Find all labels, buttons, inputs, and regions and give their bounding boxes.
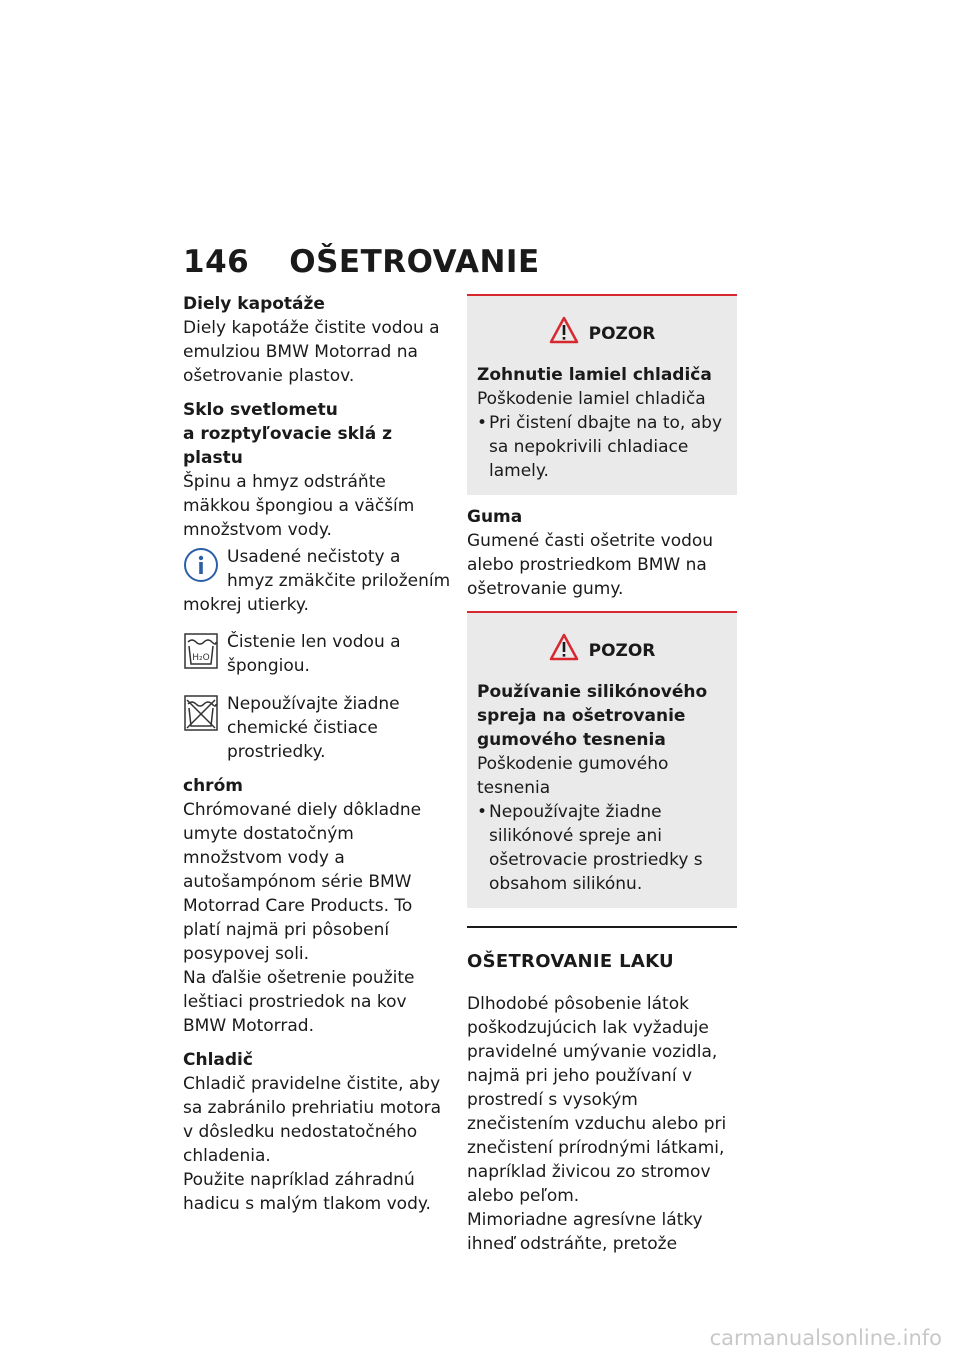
warning-label: POZOR — [588, 323, 656, 344]
warning-box-radiator — [467, 294, 737, 495]
info-bulb-icon — [183, 547, 219, 590]
warning-title: Používanie silikónového spreja na ošetrovanie gumového tesnenia — [477, 682, 708, 750]
right-column — [467, 294, 737, 1256]
fairing-heading: Diely kapotáže — [183, 294, 325, 314]
warning-subtitle: Poškodenie gumového tesnenia — [477, 754, 669, 798]
tip-text: Usadené nečistoty a hmyz zmäkčite priložením mokrej utierky. — [183, 547, 451, 615]
radiator-heading: Chladič — [183, 1050, 253, 1070]
warning-header — [477, 316, 727, 351]
paint-text-1: Dlhodobé pôsobenie látok poškodzujúcich lak vyžaduje pravidelné umývanie vozidla, najmä pri jeho používaní v prostredí s vysokým znečistením vzduchu alebo pri znečistení prírodnými látkami, napríklad živicou zo stromov alebo peľom. — [467, 994, 727, 1206]
nochem-note — [183, 692, 451, 764]
warning-bullet: • Nepoužívajte žiadne silikónové spreje ani ošetrovacie prostriedky s obsahom silikónu. — [477, 800, 727, 896]
warning-bullet-text: Nepoužívajte žiadne silikónové spreje ani ošetrovacie prostriedky s obsahom silikónu. — [489, 802, 703, 894]
water-text: Čistenie len vodou a špongiou. — [227, 632, 401, 676]
warning-bullet-text: Pri čistení dbajte na to, aby sa nepokrivili chladiace lamely. — [489, 413, 723, 481]
rubber-heading: Guma — [467, 507, 523, 527]
chrome-heading: chróm — [183, 776, 243, 796]
no-chemicals-icon — [183, 694, 219, 739]
warning-triangle-icon — [549, 316, 579, 351]
page-title: OŠETROVANIE — [289, 244, 540, 280]
paint-section-title: OŠETROVANIE LAKU — [467, 951, 674, 972]
warning-header — [477, 633, 727, 668]
paint-text-2: Mimoriadne agresívne látky ihneď odstráňte, pretože — [467, 1210, 703, 1254]
warning-title: Zohnutie lamiel chladiča — [477, 365, 712, 385]
h2o-water-icon — [183, 632, 219, 677]
warning-bullet: • Pri čistení dbajte na to, aby sa nepokrivili chladiace lamely. — [477, 411, 727, 483]
page-header — [183, 244, 540, 280]
fairing-text: Diely kapotáže čistite vodou a emulziou BMW Motorrad na ošetrovanie plastov. — [183, 318, 440, 386]
radiator-text-2: Použite napríklad záhradnú hadicu s malým tlakom vody. — [183, 1170, 431, 1214]
svg-text:H₂O: H₂O — [192, 653, 210, 663]
chrome-text-1: Chrómované diely dôkladne umyte dostatočným množstvom vody a autošampónom série BMW Motorrad Care Products. To platí najmä pri pôsobení posypovej soli. — [183, 800, 422, 964]
section-divider — [467, 926, 737, 974]
left-column — [183, 292, 451, 1216]
nochem-text: Nepoužívajte žiadne chemické čistiace prostriedky. — [227, 694, 400, 762]
tip-note — [183, 545, 451, 617]
warning-triangle-icon — [549, 633, 579, 668]
warning-subtitle: Poškodenie lamiel chladiča — [477, 389, 706, 409]
rubber-text: Gumené časti ošetrite vodou alebo prostriedkom BMW na ošetrovanie gumy. — [467, 531, 714, 599]
radiator-text-1: Chladič pravidelne čistite, aby sa zabránilo prehriatiu motora v dôsledku nedostatočného chladenia. — [183, 1074, 442, 1166]
page-number: 146 — [183, 244, 250, 280]
glass-text: Špinu a hmyz odstráňte mäkkou špongiou a väčším množstvom vody. — [183, 472, 415, 540]
site-watermark: carmanualsonline.info — [709, 1326, 942, 1350]
chrome-text-2: Na ďalšie ošetrenie použite leštiaci prostriedok na kov BMW Motorrad. — [183, 968, 415, 1036]
warning-box-silicone — [467, 611, 737, 908]
water-note — [183, 630, 451, 679]
glass-heading-1: Sklo svetlometu — [183, 400, 338, 420]
glass-heading-2: a rozptyľovacie sklá z plastu — [183, 424, 392, 468]
warning-label: POZOR — [588, 640, 656, 661]
